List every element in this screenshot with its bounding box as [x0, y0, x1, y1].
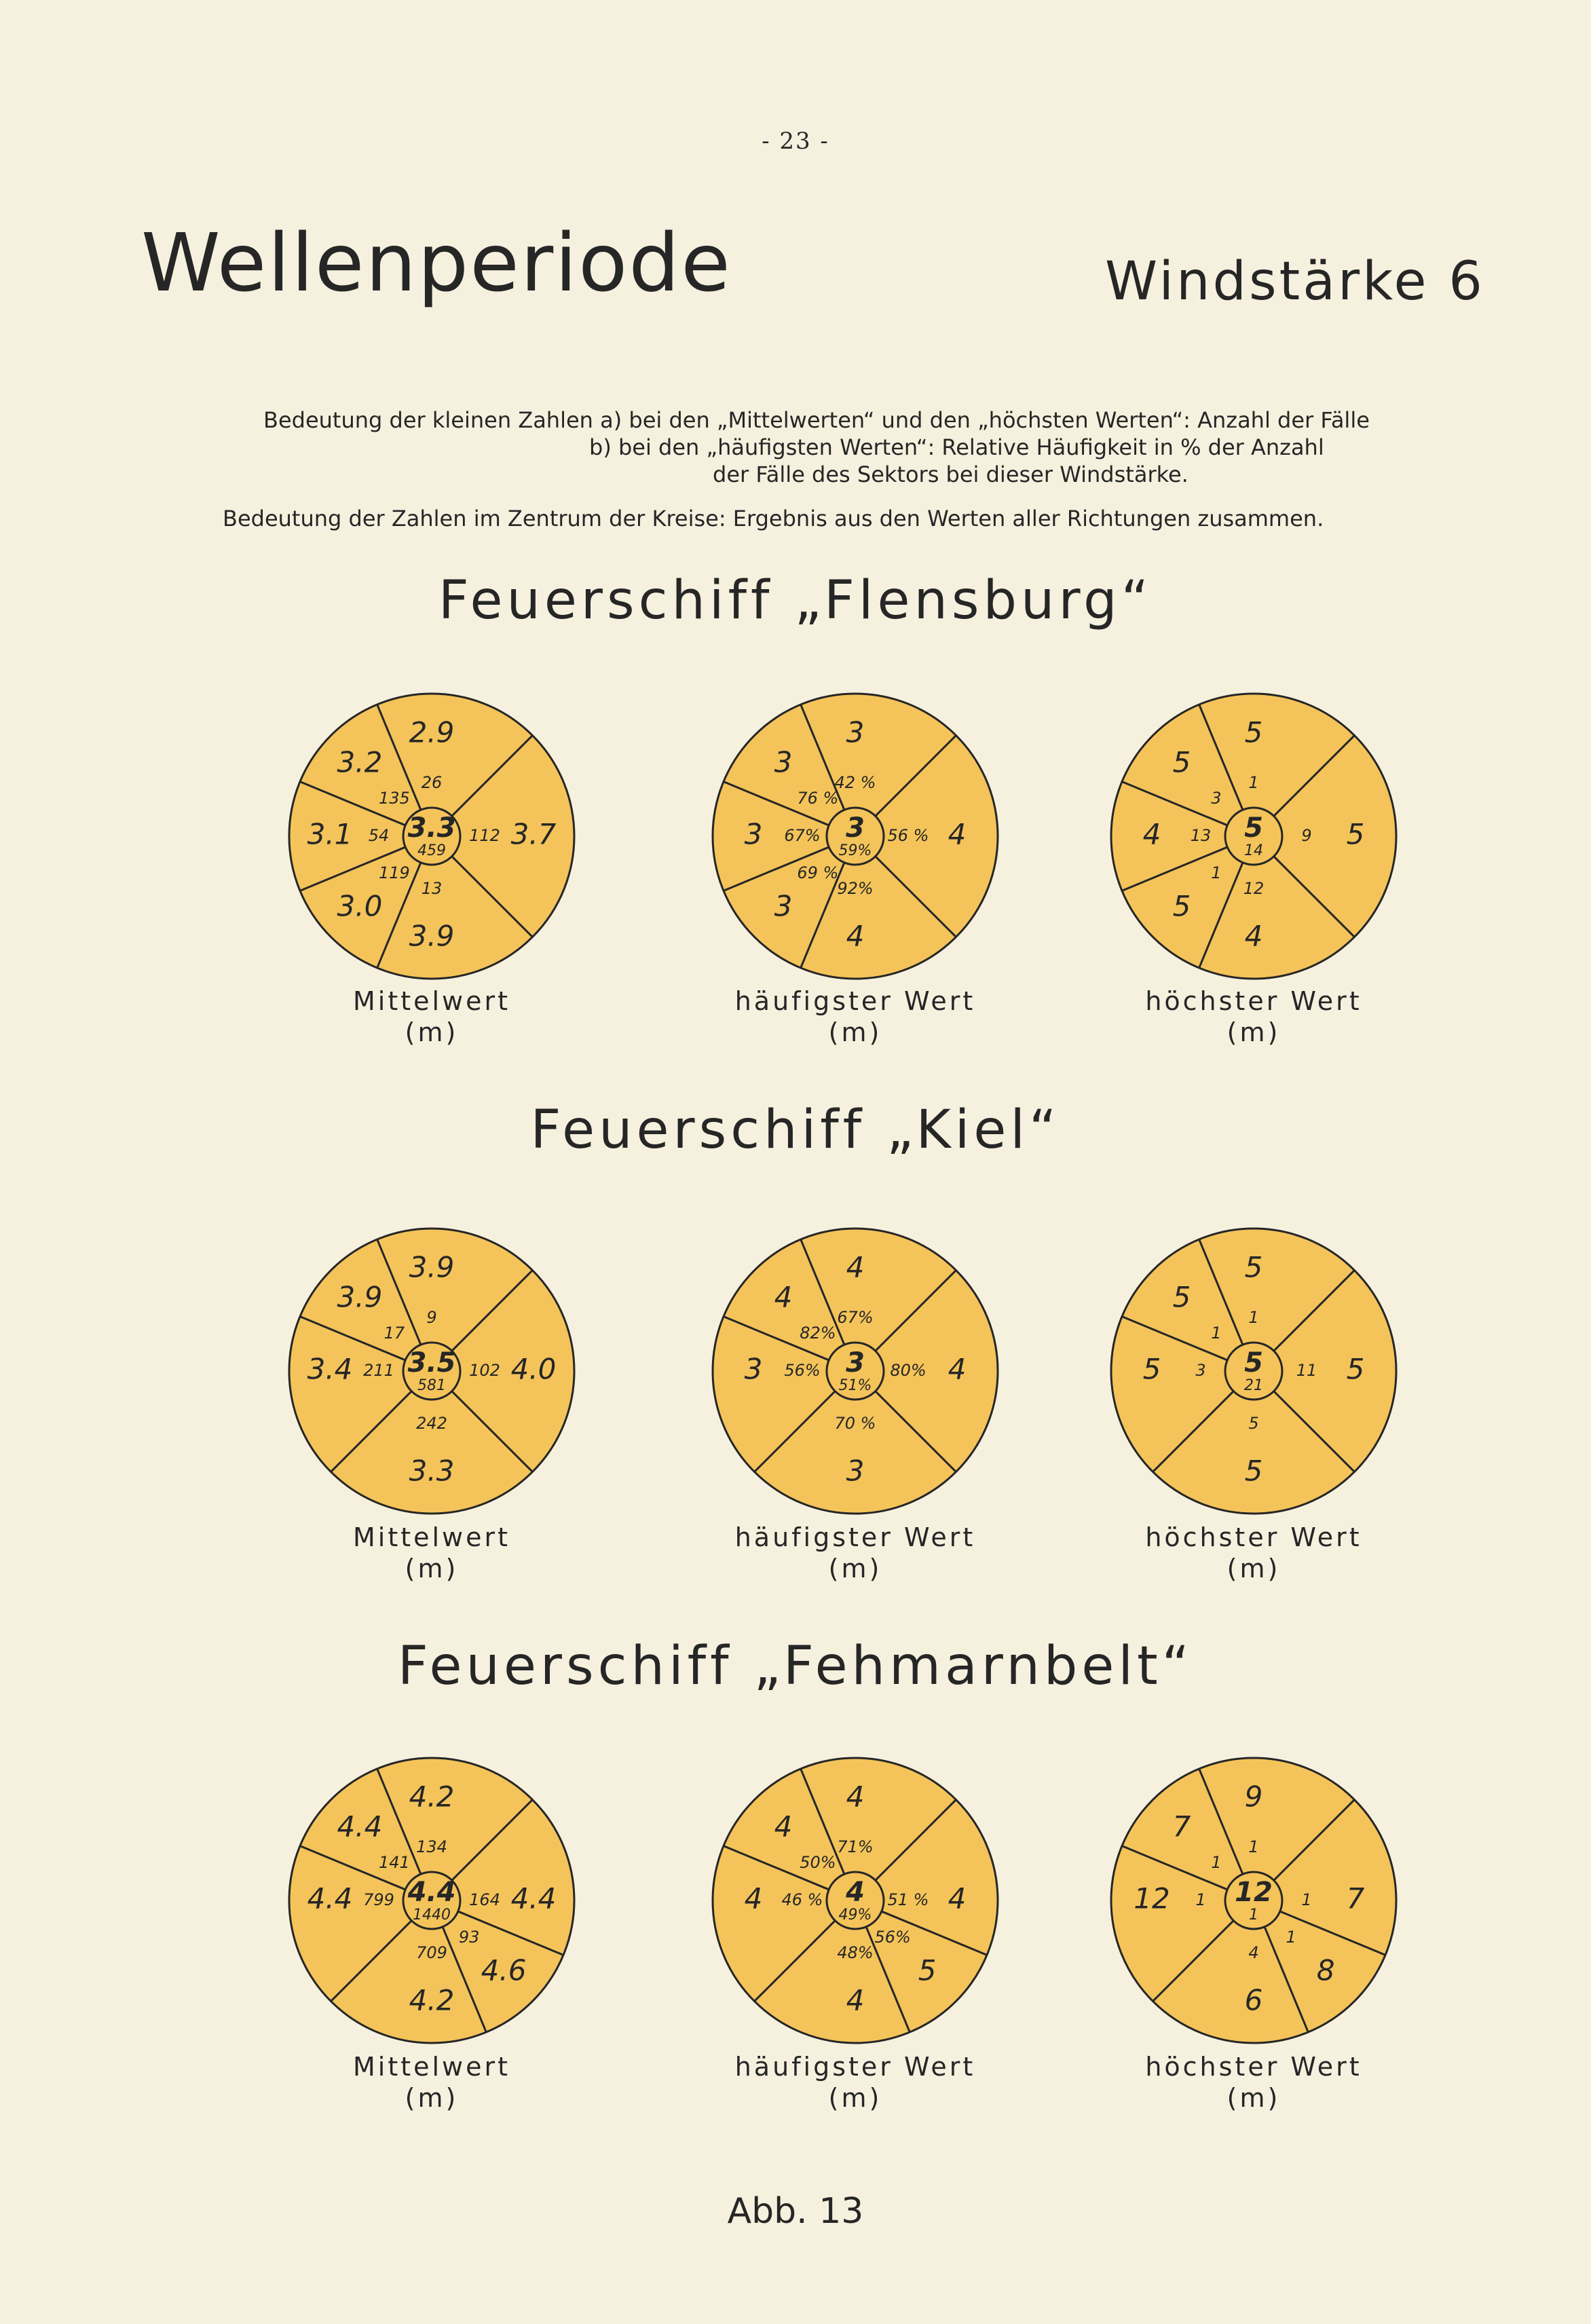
sector-count-w: 67% — [784, 826, 821, 845]
center-value: 5 — [1244, 812, 1263, 844]
sector-count-s: 242 — [416, 1414, 447, 1433]
sector-value-nw: 4 — [774, 1810, 793, 1843]
sector-value-s: 3 — [846, 1454, 865, 1488]
sector-count-w: 54 — [368, 826, 390, 845]
wind-rose-mean-3 — [282, 1751, 581, 2050]
sector-count-n: 1 — [1248, 1837, 1259, 1856]
center-value: 12 — [1235, 1877, 1273, 1908]
sector-value-n: 5 — [1244, 715, 1263, 749]
center-value: 3 — [846, 812, 865, 844]
center-count: 1440 — [413, 1907, 451, 1924]
legend-line-3: der Fälle des Sektors bei dieser Windstärke. — [713, 462, 1188, 487]
sector-value-s: 6 — [1244, 1983, 1263, 2017]
sector-count-nw: 76 % — [797, 788, 839, 808]
sector-count-nw: 1 — [1211, 1323, 1222, 1343]
center-value: 4 — [846, 1877, 865, 1908]
center-count: 581 — [417, 1377, 446, 1394]
caption-mean-1: Mittelwert (m) — [352, 986, 511, 1047]
sector-count-nw: 135 — [378, 788, 410, 808]
sector-count-w: 46 % — [781, 1890, 823, 1909]
station-title-kiel: Feuerschiff „Kiel“ — [530, 1100, 1061, 1161]
sector-value-w: 4 — [1142, 817, 1161, 851]
caption-mean-2: Mittelwert (m) — [352, 1522, 511, 1583]
sector-value-nw: 5 — [1172, 745, 1191, 779]
sector-value-nw: 4 — [774, 1280, 793, 1314]
sector-count-nw: 17 — [383, 1323, 405, 1343]
sector-count-s: 70 % — [834, 1414, 876, 1433]
sector-count-w: 3 — [1195, 1361, 1206, 1380]
wind-rose-max-3 — [1104, 1751, 1403, 2050]
caption-mode-2: häufigster Wert (m) — [734, 1522, 976, 1583]
sector-count-s: 4 — [1248, 1943, 1259, 1962]
sector-count-sw: 119 — [378, 863, 410, 883]
center-value: 3 — [846, 1347, 865, 1379]
center-value: 4.4 — [407, 1877, 456, 1908]
sector-count-s: 13 — [421, 879, 443, 898]
sector-count-w: 56% — [784, 1361, 821, 1380]
sector-count-w: 799 — [363, 1890, 394, 1909]
center-count: 59% — [838, 842, 872, 859]
sector-value-nw: 3.2 — [337, 745, 383, 779]
sector-count-nw: 141 — [378, 1852, 410, 1872]
center-count: 21 — [1244, 1377, 1263, 1394]
sector-value-s: 3.3 — [409, 1454, 455, 1488]
sector-count-e: 164 — [469, 1890, 500, 1909]
sector-count-e: 112 — [469, 826, 500, 845]
sector-count-n: 134 — [416, 1837, 447, 1856]
page-title: Wellenperiode — [141, 216, 732, 310]
sector-value-nw: 5 — [1172, 1280, 1191, 1314]
sector-count-n: 26 — [421, 773, 443, 792]
sector-value-w: 3 — [744, 1352, 763, 1386]
page-subtitle: Windstärke 6 — [1105, 251, 1485, 312]
sector-value-w: 4.4 — [307, 1881, 353, 1915]
sector-count-n: 1 — [1248, 1308, 1259, 1327]
sector-value-sw: 3.0 — [337, 889, 383, 923]
sector-value-e: 4 — [948, 1881, 967, 1915]
sector-count-sw: 1 — [1211, 863, 1222, 883]
caption-mode-1: häufigster Wert (m) — [734, 986, 976, 1047]
sector-value-sw: 5 — [1172, 889, 1191, 923]
wind-rose-max-2 — [1104, 1222, 1403, 1520]
sector-value-s: 3.9 — [409, 919, 455, 953]
sector-value-e: 7 — [1346, 1881, 1365, 1915]
sector-value-w: 12 — [1134, 1881, 1170, 1915]
sector-value-sw: 3 — [774, 889, 793, 923]
sector-value-n: 5 — [1244, 1250, 1263, 1284]
sector-value-nw: 4.4 — [337, 1810, 383, 1843]
sector-count-nw: 50% — [800, 1852, 836, 1872]
center-value: 3.3 — [407, 812, 456, 844]
sector-value-e: 4.4 — [510, 1881, 557, 1915]
sector-value-se: 4.6 — [481, 1953, 527, 1987]
caption-max-1: höchster Wert (m) — [1145, 986, 1362, 1047]
sector-value-nw: 3.9 — [337, 1280, 383, 1314]
sector-count-s: 5 — [1248, 1414, 1259, 1433]
sector-value-w: 4 — [744, 1881, 763, 1915]
sector-count-e: 1 — [1301, 1890, 1312, 1909]
sector-value-n: 3 — [846, 715, 865, 749]
sector-count-nw: 82% — [800, 1323, 836, 1343]
sector-value-e: 4 — [948, 1352, 967, 1386]
sector-value-se: 8 — [1316, 1953, 1335, 1987]
caption-mean-3: Mittelwert (m) — [352, 2052, 511, 2113]
sector-value-w: 3 — [744, 817, 763, 851]
sector-count-s: 92% — [837, 879, 874, 898]
sector-value-n: 3.9 — [409, 1250, 455, 1284]
sector-count-n: 71% — [837, 1837, 874, 1856]
center-count: 49% — [838, 1907, 872, 1924]
sector-count-s: 48% — [837, 1943, 874, 1962]
center-count: 14 — [1244, 842, 1263, 859]
wind-rose-max-1 — [1104, 687, 1403, 986]
sector-value-e: 4.0 — [510, 1352, 557, 1386]
page-number: - 23 - — [762, 128, 829, 155]
wind-rose-mean-2 — [282, 1222, 581, 1520]
sector-count-se: 56% — [874, 1928, 911, 1947]
center-value: 5 — [1244, 1347, 1263, 1379]
sector-count-s: 709 — [416, 1943, 447, 1962]
sector-value-nw: 3 — [774, 745, 793, 779]
wind-rose-mode-2 — [706, 1222, 1005, 1520]
sector-count-s: 12 — [1243, 879, 1265, 898]
sector-count-n: 67% — [837, 1308, 874, 1327]
center-count: 51% — [838, 1377, 872, 1394]
sector-value-s: 4 — [846, 1983, 865, 2017]
sector-count-e: 80% — [890, 1361, 926, 1380]
sector-value-e: 3.7 — [510, 817, 557, 851]
sector-value-e: 5 — [1346, 1352, 1365, 1386]
sector-count-nw: 1 — [1211, 1852, 1222, 1872]
sector-value-s: 4 — [1244, 919, 1263, 953]
sector-value-se: 5 — [918, 1953, 937, 1987]
legend-line-2: b) bei den „häufigsten Werten“: Relative Häufigkeit in % der Anzahl — [589, 434, 1324, 460]
sector-count-e: 9 — [1301, 826, 1312, 845]
sector-value-nw: 7 — [1172, 1810, 1191, 1843]
sector-value-n: 9 — [1244, 1780, 1263, 1814]
sector-count-e: 51 % — [887, 1890, 929, 1909]
sector-count-w: 13 — [1190, 826, 1212, 845]
sector-value-e: 5 — [1346, 817, 1365, 851]
sector-count-nw: 3 — [1211, 788, 1222, 808]
sector-count-w: 211 — [363, 1361, 394, 1380]
sector-count-w: 1 — [1195, 1890, 1206, 1909]
legend-line-1: Bedeutung der kleinen Zahlen a) bei den „Mittelwerten“ und den „höchsten Werten“: Anzahl der Fälle — [263, 407, 1370, 433]
sector-value-w: 3.4 — [307, 1352, 353, 1386]
sector-value-w: 3.1 — [307, 817, 353, 851]
wind-rose-mode-3 — [706, 1751, 1005, 2050]
caption-max-2: höchster Wert (m) — [1145, 1522, 1362, 1583]
station-title-fehmarnbelt: Feuerschiff „Fehmarnbelt“ — [397, 1636, 1194, 1697]
sector-count-se: 1 — [1286, 1928, 1296, 1947]
sector-value-s: 4.2 — [409, 1983, 455, 2017]
sector-value-e: 4 — [948, 817, 967, 851]
wind-rose-mode-1 — [706, 687, 1005, 986]
legend-line-4: Bedeutung der Zahlen im Zentrum der Kreise: Ergebnis aus den Werten aller Richtungen zusammen. — [223, 506, 1324, 531]
sector-value-n: 2.9 — [409, 715, 455, 749]
sector-value-s: 5 — [1244, 1454, 1263, 1488]
figure-label: Abb. 13 — [727, 2191, 864, 2232]
wind-rose-mean-1 — [282, 687, 581, 986]
sector-value-n: 4.2 — [409, 1780, 455, 1814]
center-value: 3.5 — [407, 1347, 456, 1379]
sector-count-e: 11 — [1296, 1361, 1317, 1380]
sector-value-n: 4 — [846, 1780, 865, 1814]
caption-mode-3: häufigster Wert (m) — [734, 2052, 976, 2113]
sector-count-sw: 69 % — [797, 863, 839, 883]
center-count: 459 — [417, 842, 446, 859]
sector-count-n: 9 — [426, 1308, 437, 1327]
center-count: 1 — [1249, 1907, 1258, 1924]
sector-count-n: 42 % — [834, 773, 876, 792]
sector-count-e: 102 — [469, 1361, 500, 1380]
caption-max-3: höchster Wert (m) — [1145, 2052, 1362, 2113]
sector-value-n: 4 — [846, 1250, 865, 1284]
sector-value-w: 5 — [1142, 1352, 1161, 1386]
sector-count-e: 56 % — [887, 826, 929, 845]
sector-value-s: 4 — [846, 919, 865, 953]
sector-count-se: 93 — [458, 1928, 480, 1947]
station-title-flensburg: Feuerschiff „Flensburg“ — [438, 570, 1153, 631]
sector-count-n: 1 — [1248, 773, 1259, 792]
